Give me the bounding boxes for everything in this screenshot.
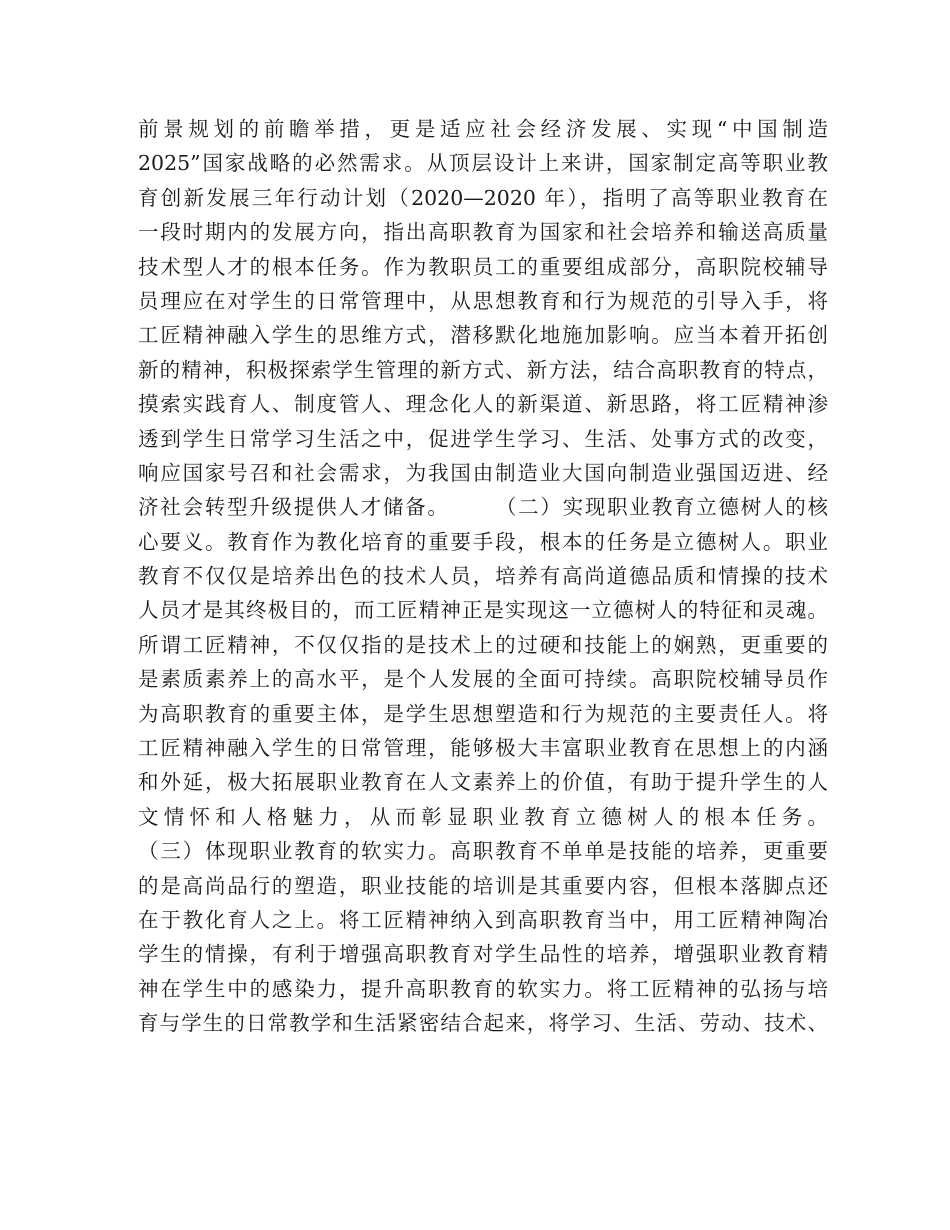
text-line: 员理应在对学生的日常管理中，从思想教育和行为规范的引导入手，将 (138, 288, 828, 313)
text-line: 一段时期内的发展方向，指出高职教育为国家和社会培养和输送高质量 (138, 220, 828, 245)
text-line: 文情怀和人格魅力，从而彰显职业教育立德树人的根本任务。 (138, 804, 828, 829)
text-line: 2025”国家战略的必然需求。从顶层设计上来讲，国家制定高等职业教 (138, 151, 828, 176)
text-line: 为高职教育的重要主体，是学生思想塑造和行为规范的主要责任人。将 (138, 701, 828, 726)
text-line: 在于教化育人之上。将工匠精神纳入到高职教育当中，用工匠精神陶冶 (138, 907, 828, 932)
text-line: 工匠精神融入学生的思维方式，潜移默化地施加影响。应当本着开拓创 (138, 323, 828, 348)
text-line: 学生的情操，有利于增强高职教育对学生品性的培养，增强职业教育精 (138, 942, 828, 967)
text-line: 和外延，极大拓展职业教育在人文素养上的价值，有助于提升学生的人 (138, 770, 828, 795)
text-line: 心要义。教育作为教化培育的重要手段，根本的任务是立德树人。职业 (138, 529, 828, 554)
text-line: 是素质素养上的高水平，是个人发展的全面可持续。高职院校辅导员作 (138, 667, 828, 692)
text-line: （三）体现职业教育的软实力。高职教育不单单是技能的培养，更重要 (138, 839, 828, 864)
text-line: 的是高尚品行的塑造，职业技能的培训是其重要内容，但根本落脚点还 (138, 873, 828, 898)
text-line: 人员才是其终极目的，而工匠精神正是实现这一立德树人的特征和灵魂。 (138, 598, 828, 623)
text-line: 育与学生的日常教学和生活紧密结合起来，将学习、生活、劳动、技术、 (138, 1011, 828, 1036)
text-line: 神在学生中的感染力，提升高职教育的软实力。将工匠精神的弘扬与培 (138, 976, 828, 1001)
text-line: 摸索实践育人、制度管人、理念化人的新渠道、新思路，将工匠精神渗 (138, 392, 828, 417)
text-line: 技术型人才的根本任务。作为教职员工的重要组成部分，高职院校辅导 (138, 254, 828, 279)
text-line: 工匠精神融入学生的日常管理，能够极大丰富职业教育在思想上的内涵 (138, 736, 828, 761)
text-line: 济社会转型升级提供人才储备。 （二）实现职业教育立德树人的核 (138, 495, 828, 520)
text-line: 教育不仅仅是培养出色的技术人员，培养有高尚道德品质和情操的技术 (138, 564, 828, 589)
text-line: 所谓工匠精神，不仅仅指的是技术上的过硬和技能上的娴熟，更重要的 (138, 632, 828, 657)
text-line: 前景规划的前瞻举措，更是适应社会经济发展、实现“中国制造 (138, 117, 828, 141)
text-line: 新的精神，积极探索学生管理的新方式、新方法，结合高职教育的特点， (138, 357, 828, 382)
text-line: 透到学生日常学习生活之中，促进学生学习、生活、处事方式的改变， (138, 426, 828, 451)
text-line: 响应国家号召和社会需求，为我国由制造业大国向制造业强国迈进、经 (138, 460, 828, 485)
text-line: 育创新发展三年行动计划（2020—2020 年），指明了高等职业教育在 (138, 185, 828, 210)
body-text (138, 112, 828, 1041)
